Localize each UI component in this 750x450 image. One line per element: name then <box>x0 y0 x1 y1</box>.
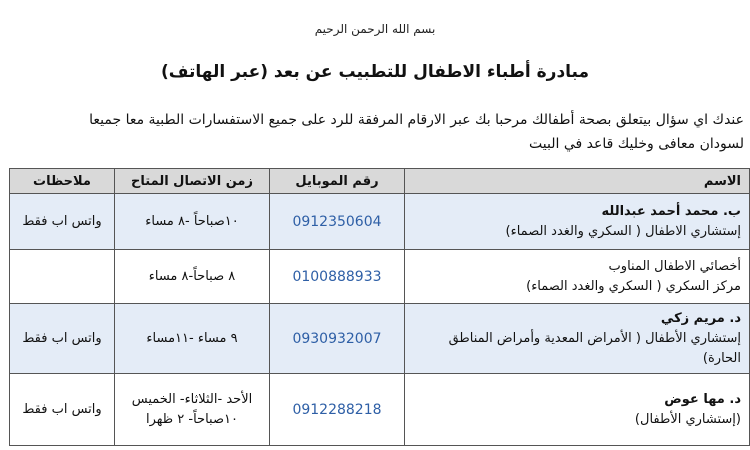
table-row <box>10 304 750 374</box>
doctor-name: د. مها عوض <box>664 391 741 407</box>
doctors-table <box>9 168 750 446</box>
basmala-heading: بسم الله الرحمن الرحيم <box>314 22 436 36</box>
intro-line-1: عندك اي سؤال بيتعلق بصحة أطفالك مرحبا بك عبر الارقام المرفقة للرد على جميع الاستفسارات الطبية معا جميعا <box>89 112 744 128</box>
mobile-number[interactable]: 0912350604 <box>270 194 405 250</box>
column-header-mobile: رقم الموبايل <box>270 169 405 194</box>
available-time: الأحد -الثلاثاء- الخميس ١٠صباحاً- ٢ ظهرا <box>115 374 270 446</box>
name-cell <box>405 194 750 250</box>
doctor-specialty: مركز السكري ( السكري والغدد الصماء) <box>526 278 741 294</box>
table-row <box>10 194 750 250</box>
notes-cell: واتس اب فقط <box>10 194 115 250</box>
name-cell <box>405 250 750 304</box>
table-row <box>10 250 750 304</box>
available-time: ١٠صباحاً -٨ مساء <box>115 194 270 250</box>
column-header-time: زمن الاتصال المتاح <box>115 169 270 194</box>
intro-paragraph <box>4 108 744 156</box>
page-title: مبادرة أطباء الاطفال للتطبيب عن بعد (عبر الهاتف) <box>160 62 590 82</box>
mobile-number[interactable]: 0100888933 <box>270 250 405 304</box>
column-header-notes: ملاحظات <box>10 169 115 194</box>
table-row <box>10 374 750 446</box>
intro-line-2: لسودان معافى وخليك قاعد في البيت <box>529 136 744 152</box>
notes-cell: واتس اب فقط <box>10 374 115 446</box>
doctor-specialty: إستشاري الاطفال ( السكري والغدد الصماء) <box>505 223 741 239</box>
mobile-number[interactable]: 0912288218 <box>270 374 405 446</box>
table-header-row <box>10 169 750 194</box>
column-header-name: الاسم <box>405 169 750 194</box>
doctor-name: أخصائي الاطفال المناوب <box>608 258 741 274</box>
notes-cell: واتس اب فقط <box>10 304 115 374</box>
mobile-number[interactable]: 0930932007 <box>270 304 405 374</box>
notes-cell <box>10 250 115 304</box>
name-cell <box>405 374 750 446</box>
doctor-specialty: إستشاري الأطفال ( الأمراض المعدية وأمراض المناطق الحارة) <box>448 330 741 366</box>
name-cell <box>405 304 750 374</box>
available-time: ٨ صباحاً-٨ مساء <box>115 250 270 304</box>
doctor-name: د. مريم زكي <box>660 310 741 326</box>
doctor-name: ب. محمد أحمد عبدالله <box>601 203 741 219</box>
doctor-specialty: (إستشاري الأطفال) <box>634 411 741 427</box>
available-time: ٩ مساء -١١مساء <box>115 304 270 374</box>
